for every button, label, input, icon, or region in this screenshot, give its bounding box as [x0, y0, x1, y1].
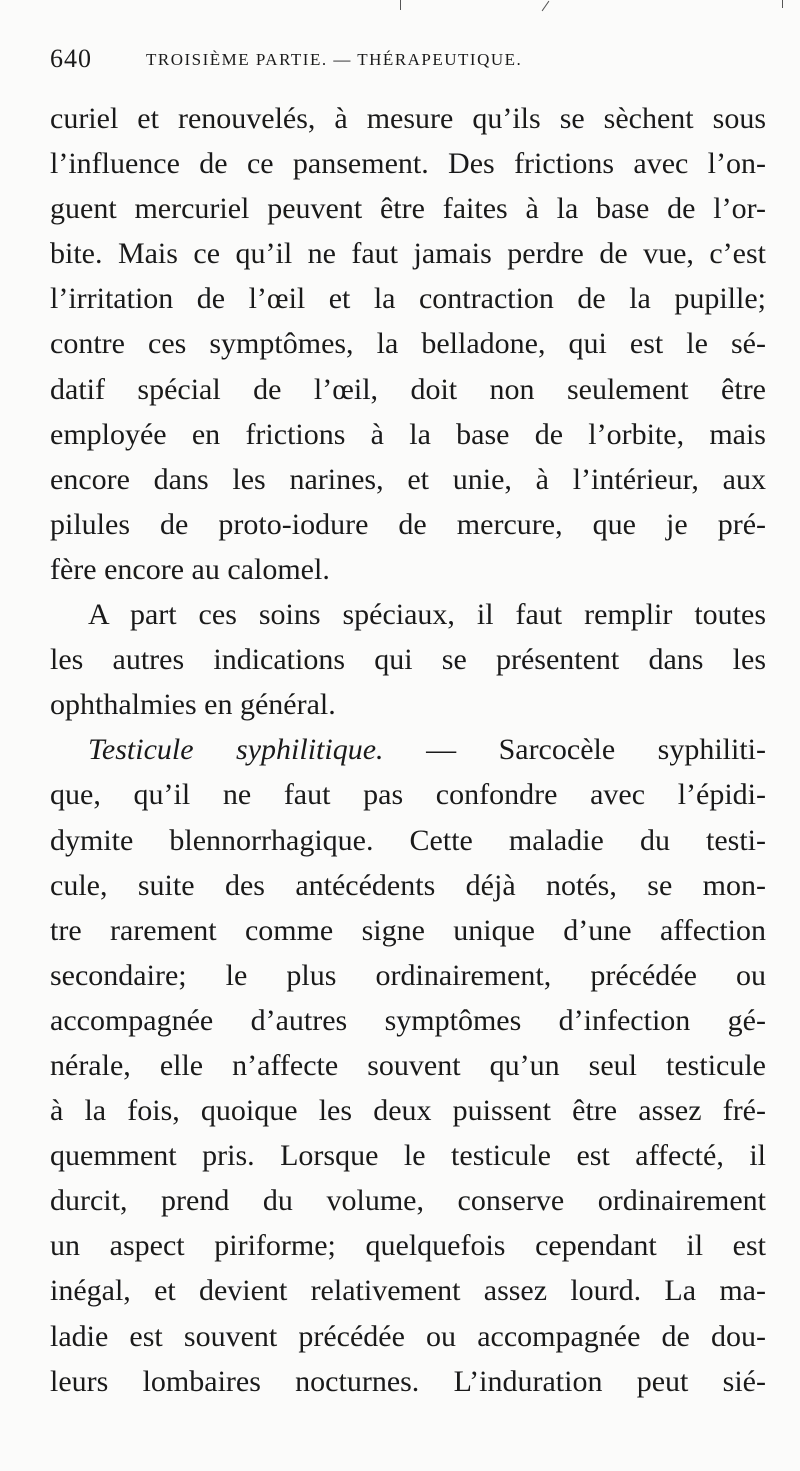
text-line: un aspect piriforme; quelquefois cependant il est [50, 1229, 766, 1263]
margin-mark [782, 0, 783, 8]
text-line: inégal, et devient relativement assez lourd. La ma- [50, 1274, 766, 1308]
text-line: pilules de proto-iodure de mercure, que je pré- [50, 507, 766, 541]
text-line: les autres indications qui se présentent dans les [50, 643, 766, 677]
text-line: que, qu’il ne faut pas confondre avec l’épidi- [50, 778, 766, 812]
text-line: curiel et renouvelés, à mesure qu’ils se sèchent sous [50, 102, 766, 135]
text-line: dymite blennorrhagique. Cette maladie du testi- [50, 823, 766, 857]
text-line: l’influence de ce pansement. Des frictions avec l’on- [50, 147, 766, 181]
section-heading-line [50, 727, 766, 772]
margin-mark [542, 1, 550, 11]
text-line: à la fois, quoique les deux puissent être assez fré- [50, 1094, 766, 1128]
page-number: 640 [50, 44, 92, 73]
page-header [50, 44, 766, 80]
text-line: ladie est souvent précédée ou accompagnée de dou- [50, 1319, 766, 1353]
text-line: guent mercuriel peuvent être faites à la base de l’or- [50, 192, 766, 226]
text-line: nérale, elle n’affecte souvent qu’un seul testicule [50, 1048, 766, 1082]
text-line: tre rarement comme signe unique d’une affection [50, 913, 766, 947]
text-line: accompagnée d’autres symptômes d’infection gé- [50, 1003, 766, 1037]
text-line: cule, suite des antécédents déjà notés, se mon- [50, 868, 766, 902]
text-line: — Sarcocèle syphiliti- [426, 733, 766, 767]
text-line: ophthalmies en général. [50, 688, 336, 722]
text-line: fère encore au calomel. [50, 552, 330, 586]
text-line: quemment pris. Lorsque le testicule est affecté, il [50, 1139, 766, 1173]
margin-mark [400, 0, 401, 10]
section-heading: Testicule syphilitique. [88, 733, 384, 767]
text-line: datif spécial de l’œil, doit non seulement être [50, 372, 766, 406]
text-line: A part ces soins spéciaux, il faut remplir toutes [88, 598, 766, 632]
text-line: l’irritation de l’œil et la contraction de la pupille; [50, 282, 766, 316]
running-head: TROISIÈME PARTIE. — THÉRAPEUTIQUE. [146, 50, 523, 69]
text-line: contre ces symptômes, la belladone, qui est le sé- [50, 327, 766, 361]
text-line: durcit, prend du volume, conserve ordinairement [50, 1184, 766, 1218]
text-line: encore dans les narines, et unie, à l’intérieur, aux [50, 462, 766, 496]
text-line: employée en frictions à la base de l’orbite, mais [50, 417, 766, 451]
text-line: leurs lombaires nocturnes. L’induration peut sié- [50, 1364, 766, 1398]
text-line: secondaire; le plus ordinairement, précédée ou [50, 958, 766, 992]
text-line: bite. Mais ce qu’il ne faut jamais perdre de vue, c’est [50, 237, 766, 271]
body-text [50, 96, 766, 1404]
